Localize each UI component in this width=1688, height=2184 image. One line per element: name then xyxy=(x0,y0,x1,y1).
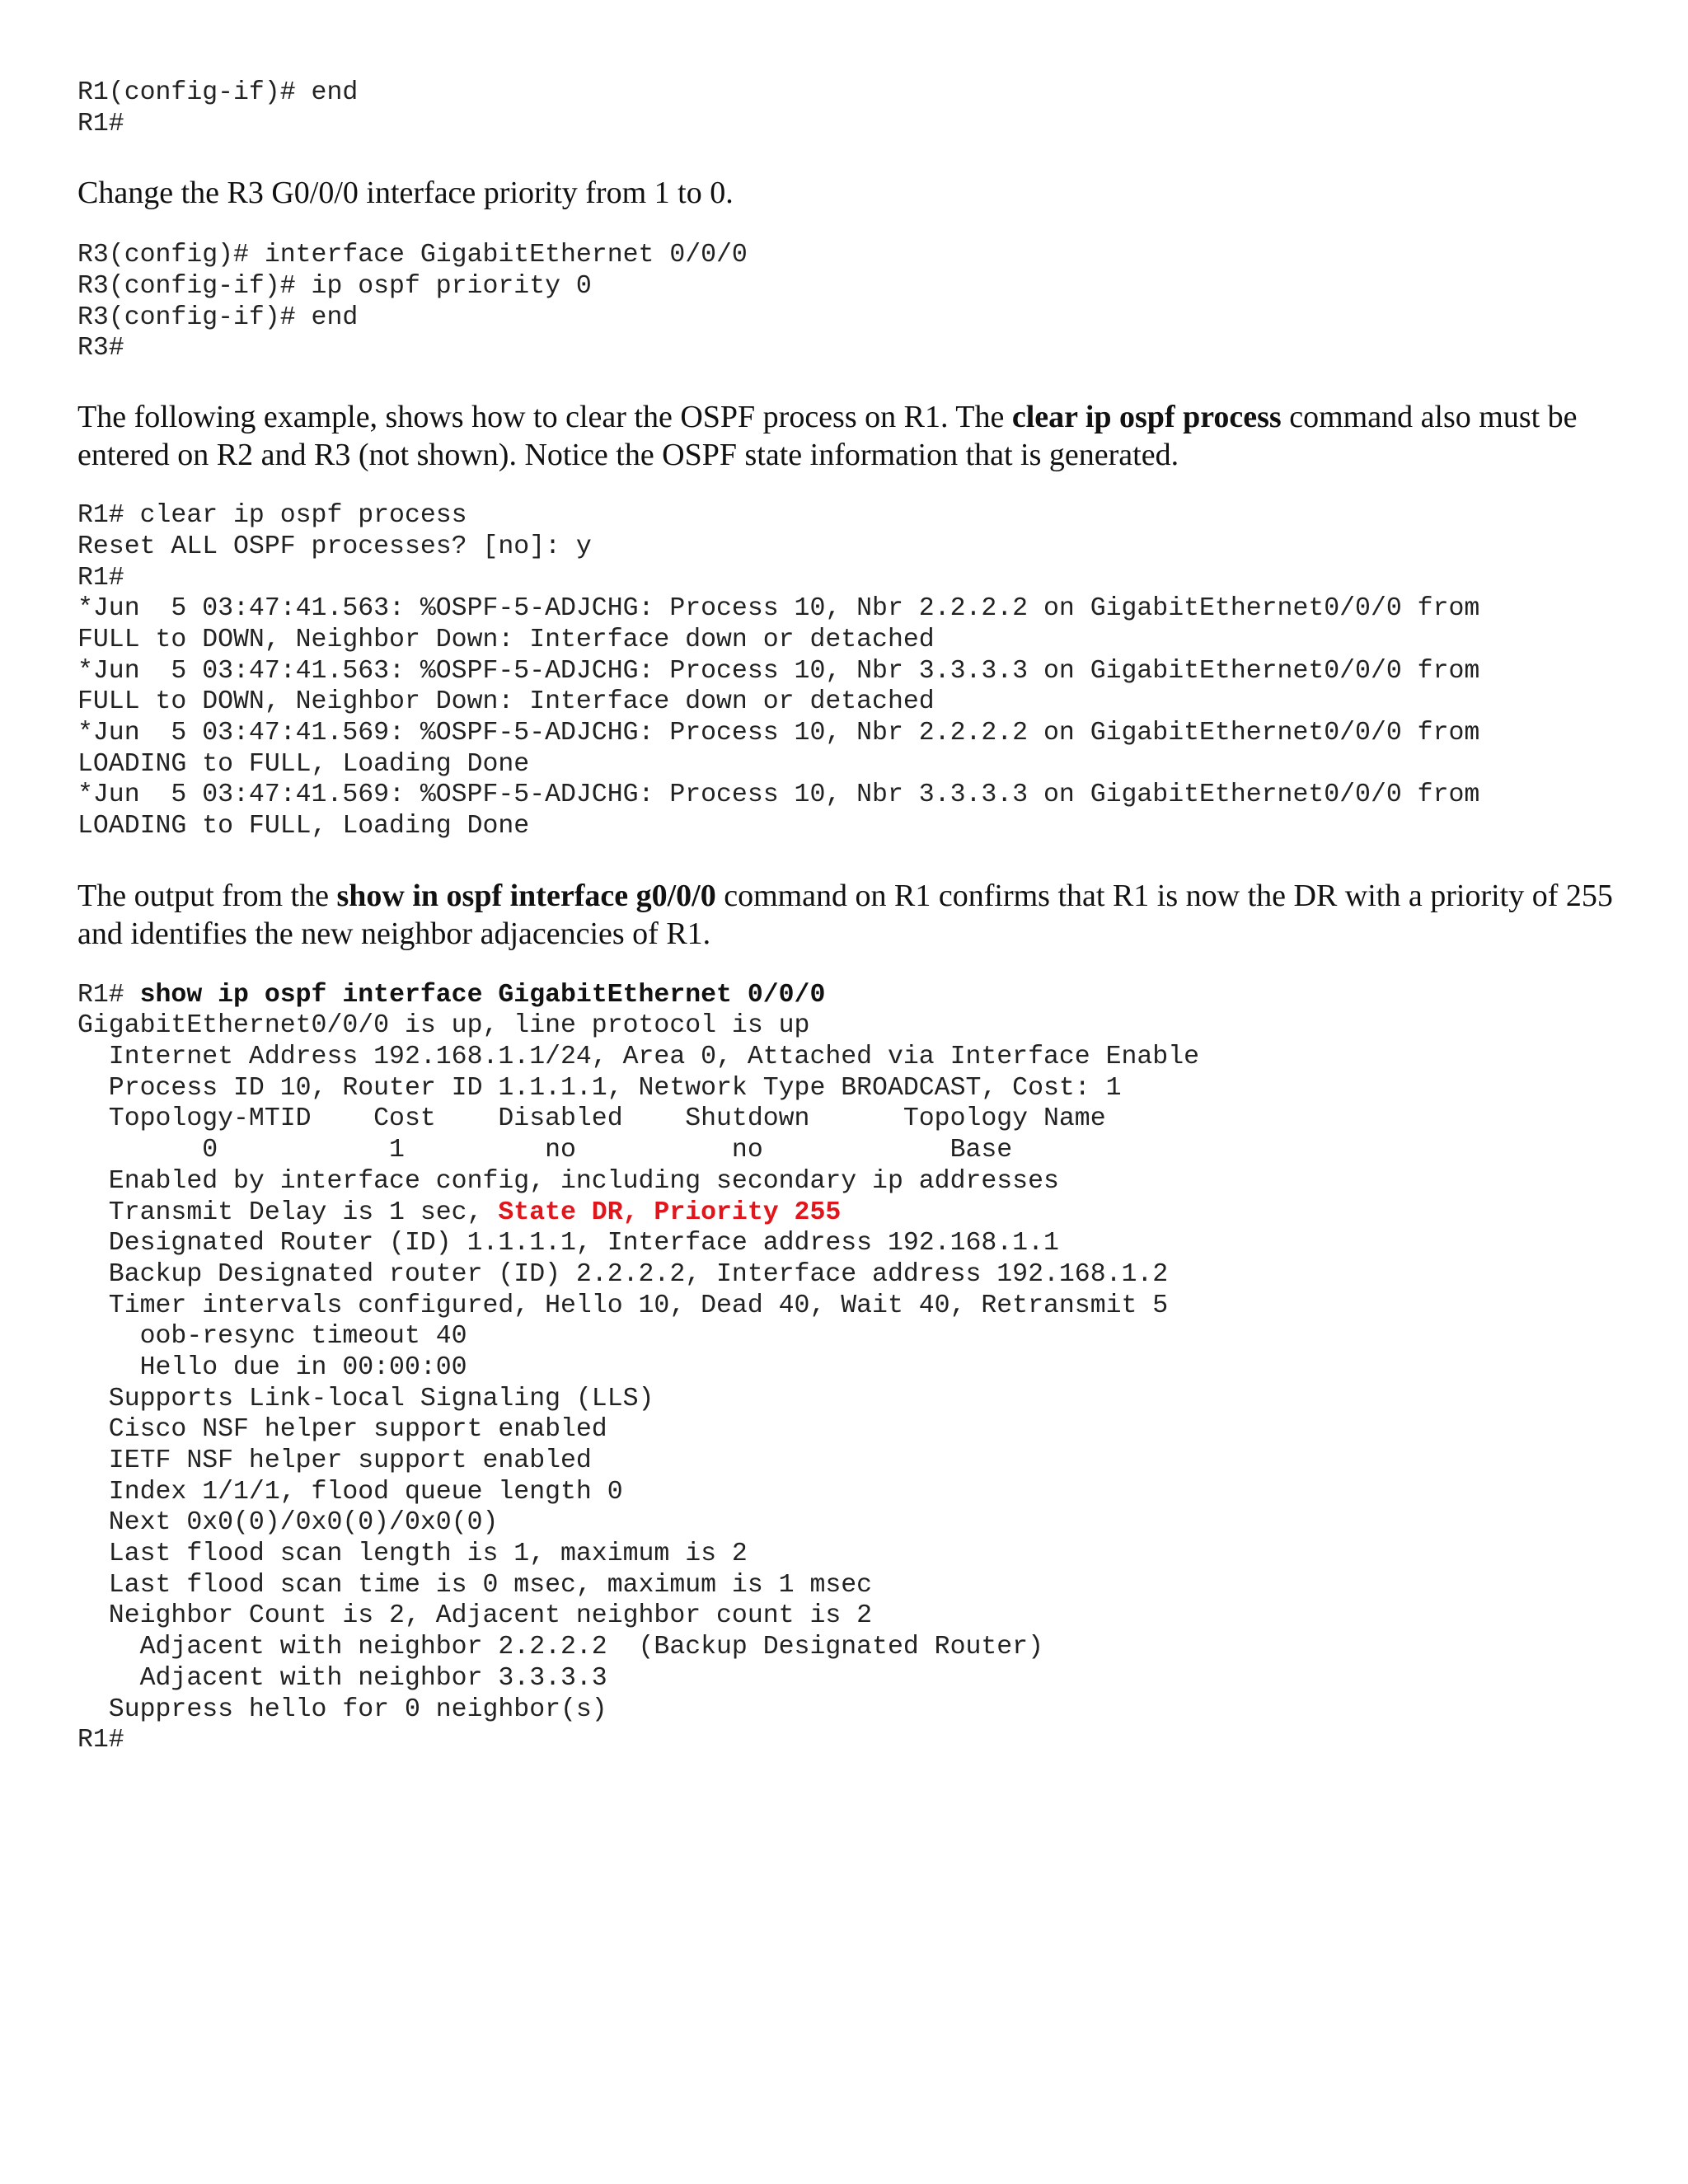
code-line: R1(config-if)# end xyxy=(77,78,359,107)
code-line-command xyxy=(77,980,1643,1011)
code-line: Next 0x0(0)/0x0(0)/0x0(0) xyxy=(77,1508,499,1538)
code-line: *Jun 5 03:47:41.563: %OSPF-5-ADJCHG: Process 10, Nbr 2.2.2.2 on GigabitEthernet0/0/0 from xyxy=(77,594,1480,624)
code-line: 0 1 no no Base xyxy=(77,1136,1013,1165)
paragraph-text: command on R1 confirms that R1 is now the DR with a priority of 255 and identifies the new neighbor adjacencies of R1. xyxy=(77,878,1613,951)
code-line: GigabitEthernet0/0/0 is up, line protocol is up xyxy=(77,1011,810,1041)
code-line: Cisco NSF helper support enabled xyxy=(77,1415,607,1445)
code-line: Topology-MTID Cost Disabled Shutdown Topology Name xyxy=(77,1104,1106,1134)
cli-command-bold: show ip ospf interface GigabitEthernet 0/0/0 xyxy=(139,980,826,1010)
code-line: *Jun 5 03:47:41.569: %OSPF-5-ADJCHG: Process 10, Nbr 2.2.2.2 on GigabitEthernet0/0/0 from xyxy=(77,718,1480,748)
code-line: Process ID 10, Router ID 1.1.1.1, Network Type BROADCAST, Cost: 1 xyxy=(77,1073,1122,1103)
code-line: R3(config-if)# end xyxy=(77,302,359,332)
code-line: Designated Router (ID) 1.1.1.1, Interface address 192.168.1.1 xyxy=(77,1229,1059,1258)
code-line: R3(config)# interface GigabitEthernet 0/0/0 xyxy=(77,241,748,270)
paragraph-text: The following example, shows how to clear the OSPF process on R1. The xyxy=(77,400,1012,435)
code-line-highlight xyxy=(77,1197,1643,1229)
code-line: Last flood scan length is 1, maximum is 2 xyxy=(77,1540,748,1569)
code-line: Backup Designated router (ID) 2.2.2.2, Interface address 192.168.1.2 xyxy=(77,1259,1169,1289)
code-line: IETF NSF helper support enabled xyxy=(77,1446,592,1475)
code-line: Suppress hello for 0 neighbor(s) xyxy=(77,1694,607,1724)
code-line: FULL to DOWN, Neighbor Down: Interface down or detached xyxy=(77,687,935,717)
code-line: LOADING to FULL, Loading Done xyxy=(77,812,530,841)
code-line: R1# xyxy=(77,1726,124,1755)
code-line: Internet Address 192.168.1.1/24, Area 0, Attached via Interface Enable xyxy=(77,1043,1200,1072)
code-line: Hello due in 00:00:00 xyxy=(77,1352,467,1382)
paragraph-r3-priority: Change the R3 G0/0/0 interface priority from 1 to 0. xyxy=(77,176,734,211)
code-block-r1-end xyxy=(77,77,1643,139)
code-line: R3# xyxy=(77,334,124,363)
code-line: R3(config-if)# ip ospf priority 0 xyxy=(77,272,592,302)
code-line: Supports Link-local Signaling (LLS) xyxy=(77,1384,654,1413)
code-block-r3-config xyxy=(77,240,1643,364)
code-line: Adjacent with neighbor 2.2.2.2 (Backup Designated Router) xyxy=(77,1633,1043,1662)
code-line: LOADING to FULL, Loading Done xyxy=(77,749,530,779)
code-line: Last flood scan time is 0 msec, maximum is 1 msec xyxy=(77,1570,873,1600)
paragraph-clear-ospf xyxy=(77,398,1619,474)
code-line: *Jun 5 03:47:41.569: %OSPF-5-ADJCHG: Process 10, Nbr 3.3.3.3 on GigabitEthernet0/0/0 from xyxy=(77,780,1480,810)
code-line: R1# xyxy=(77,563,124,593)
code-line: Reset ALL OSPF processes? [no]: y xyxy=(77,532,592,561)
paragraph-command-bold: clear ip ospf process xyxy=(1011,400,1282,435)
code-line: R1# xyxy=(77,109,124,138)
code-block-show-ospf-interface xyxy=(77,980,1643,1756)
code-line: Index 1/1/1, flood queue length 0 xyxy=(77,1477,623,1507)
code-line: *Jun 5 03:47:41.563: %OSPF-5-ADJCHG: Process 10, Nbr 3.3.3.3 on GigabitEthernet0/0/0 from xyxy=(77,656,1480,686)
code-line: Enabled by interface config, including secondary ip addresses xyxy=(77,1166,1059,1196)
code-line: FULL to DOWN, Neighbor Down: Interface down or detached xyxy=(77,625,935,654)
paragraph-text: The output from the xyxy=(77,878,337,913)
paragraph-text: command also must be entered on R2 and R3 (not shown). Notice the OSPF state information that is generated. xyxy=(77,400,1578,473)
paragraph-command-bold: show in ospf interface g0/0/0 xyxy=(336,878,716,913)
document-page xyxy=(77,77,1643,1756)
code-line: Neighbor Count is 2, Adjacent neighbor count is 2 xyxy=(77,1601,873,1631)
code-block-clear-ospf xyxy=(77,500,1643,842)
state-dr-highlight: State DR, Priority 255 xyxy=(498,1197,842,1227)
code-text: Transmit Delay is 1 sec, xyxy=(77,1197,499,1227)
cli-prompt: R1# xyxy=(77,980,140,1010)
code-line: oob-resync timeout 40 xyxy=(77,1322,467,1352)
code-line: Adjacent with neighbor 3.3.3.3 xyxy=(77,1663,607,1693)
code-line: Timer intervals configured, Hello 10, Dead 40, Wait 40, Retransmit 5 xyxy=(77,1291,1169,1320)
paragraph-show-interface xyxy=(77,877,1619,953)
code-line: R1# clear ip ospf process xyxy=(77,501,467,531)
